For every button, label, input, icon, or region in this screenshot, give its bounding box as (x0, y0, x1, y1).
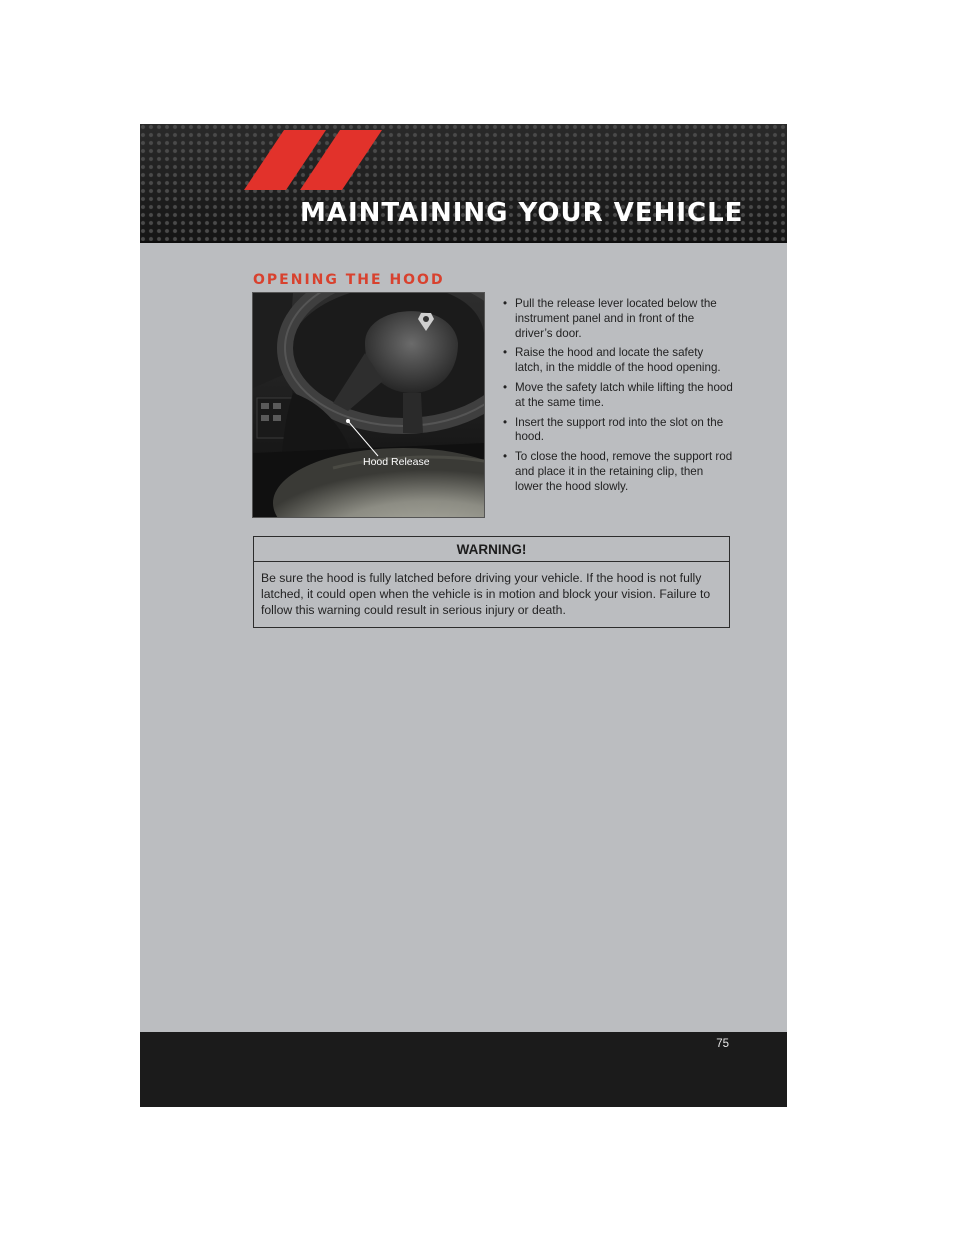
list-item: • Raise the hood and locate the safety latch, in the middle of the hood opening. (502, 346, 734, 376)
car-interior-image (253, 293, 484, 517)
warning-box (253, 536, 730, 628)
list-item: • Move the safety latch while lifting the hood at the same time. (502, 381, 734, 411)
warning-text: Be sure the hood is fully latched before driving your vehicle. If the hood is not fully latched, it could open when the vehicle is in motion and block your vision. Failure to follow this warning could result in serious injury or death. (261, 571, 711, 617)
procedure-steps (502, 297, 734, 500)
list-item: • Pull the release lever located below the instrument panel and in front of the driver’s door. (502, 297, 734, 341)
warning-heading: WARNING! (254, 537, 729, 562)
brand-stripes-icon (240, 128, 390, 192)
manual-page (140, 124, 787, 1107)
hood-release-photo (252, 292, 485, 518)
page-footer (140, 1032, 787, 1107)
chapter-header (140, 124, 787, 243)
hood-release-callout: Hood Release (363, 456, 430, 468)
page-number: 75 (716, 1038, 729, 1050)
section-title: OPENING THE HOOD (253, 272, 445, 288)
list-item: • Insert the support rod into the slot on the hood. (502, 416, 734, 446)
chapter-title: MAINTAINING YOUR VEHICLE (300, 198, 744, 228)
list-item: • To close the hood, remove the support rod and place it in the retaining clip, then lower the hood slowly. (502, 450, 734, 494)
